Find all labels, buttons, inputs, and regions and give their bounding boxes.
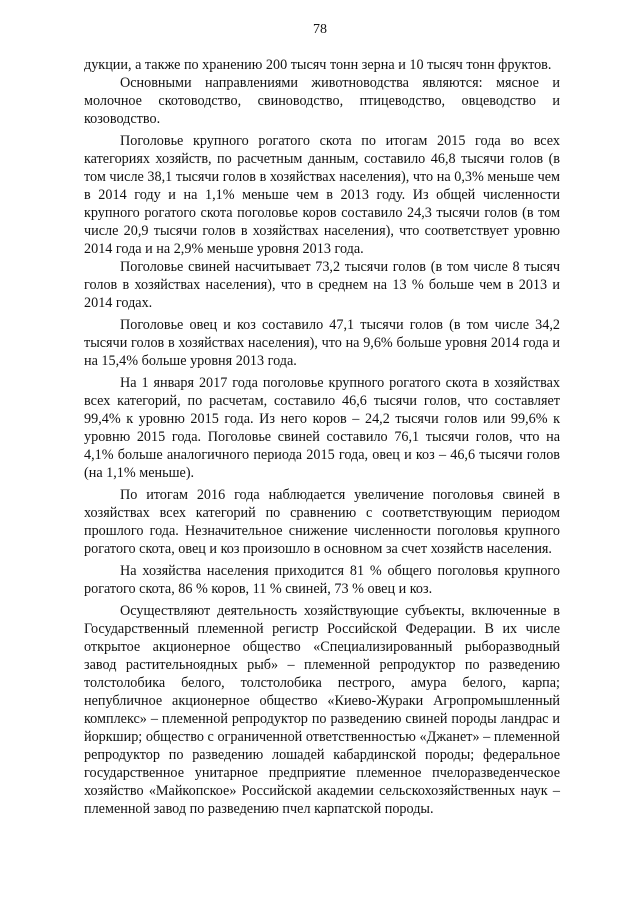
paragraph-crop-storage: дукции, а также по хранению 200 тысяч тонн зерна и 10 тысяч тонн фруктов.: [84, 57, 552, 73]
document-body: [84, 56, 560, 818]
paragraph-household-share: На хозяйства населения приходится 81 % общего поголовья крупного рогатого скота, 86 % коров, 11 % свиней, 73 % овец и коз.: [84, 563, 560, 597]
page-number: 78: [313, 22, 327, 37]
paragraph-breeding-register: Осуществляют деятельность хозяйствующие субъекты, включенные в Государственный племенной регистр Российской Федерации. В их числе открытое акционерное общество «Специализированный рыборазводный завод растительноядных рыб» – племенной репродуктор по разведению толстолобика белого, толстолобика пестрого, амура белого, карпа; непубличное акционерное общество «Киево-Жураки Агропромышленный комплекс» – племенной репродуктор по разведению свиней породы ландрас и йоркшир; общество с ограниченной ответственностью «Джанет» – племенной репродуктор по разведению лошадей кабардинской породы; федеральное государственное унитарное предприятие племенное пчелоразведенческое хозяйство «Майкопское» Российской академии сельскохозяйственных наук – племенной завод по разведению пчел карпатской породы.: [84, 603, 560, 817]
paragraph-results-2016: По итогам 2016 года наблюдается увеличение поголовья свиней в хозяйствах всех категорий по сравнению с соответствующим периодом прошлого года. Незначительное снижение численности поголовья крупного рогатого скота, овец и коз произошло в основном за счет хозяйств населения.: [84, 487, 560, 557]
paragraph-livestock-2017: На 1 января 2017 года поголовье крупного рогатого скота в хозяйствах всех категорий, по расчетам, составило 46,6 тысячи голов, что составляет 99,4% к уровню 2015 года. Из него коров – 24,2 тысячи голов или 99,6% к уровню 2015 года. Поголовье свиней составило 76,1 тысячи голов, что на 4,1% больше аналогичного периода 2015 года, овец и коз – 46,6 тысячи голов (на 1,1% меньше).: [84, 375, 560, 481]
paragraph-sheep-goats: Поголовье овец и коз составило 47,1 тысячи голов (в том числе 34,2 тысячи голов в хозяйствах населения), что на 9,6% больше уровня 2014 года и на 15,4% больше уровня 2013 года.: [84, 317, 560, 369]
paragraph-livestock-directions: Основными направлениями животноводства являются: мясное и молочное скотоводство, свиноводство, птицеводство, овцеводство и козоводство.: [84, 75, 560, 127]
paragraph-pigs: Поголовье свиней насчитывает 73,2 тысячи голов (в том числе 8 тысяч голов в хозяйствах населения), что в среднем на 13 % больше чем в 2013 и 2014 годах.: [84, 259, 560, 311]
paragraph-cattle-2015: Поголовье крупного рогатого скота по итогам 2015 года во всех категориях хозяйств, по расчетным данным, составило 46,8 тысячи голов (в том числе 38,1 тысячи голов в хозяйствах населения), что на 0,3% меньше чем в 2014 году и на 1,1% меньше чем в 2013 году. Из общей численности крупного рогатого скота поголовье коров составило 24,3 тысячи голов (в том числе 20,9 тысячи голов в хозяйствах населения), что соответствует уровню 2014 года и на 2,9% меньше уровня 2013 года.: [84, 133, 560, 257]
